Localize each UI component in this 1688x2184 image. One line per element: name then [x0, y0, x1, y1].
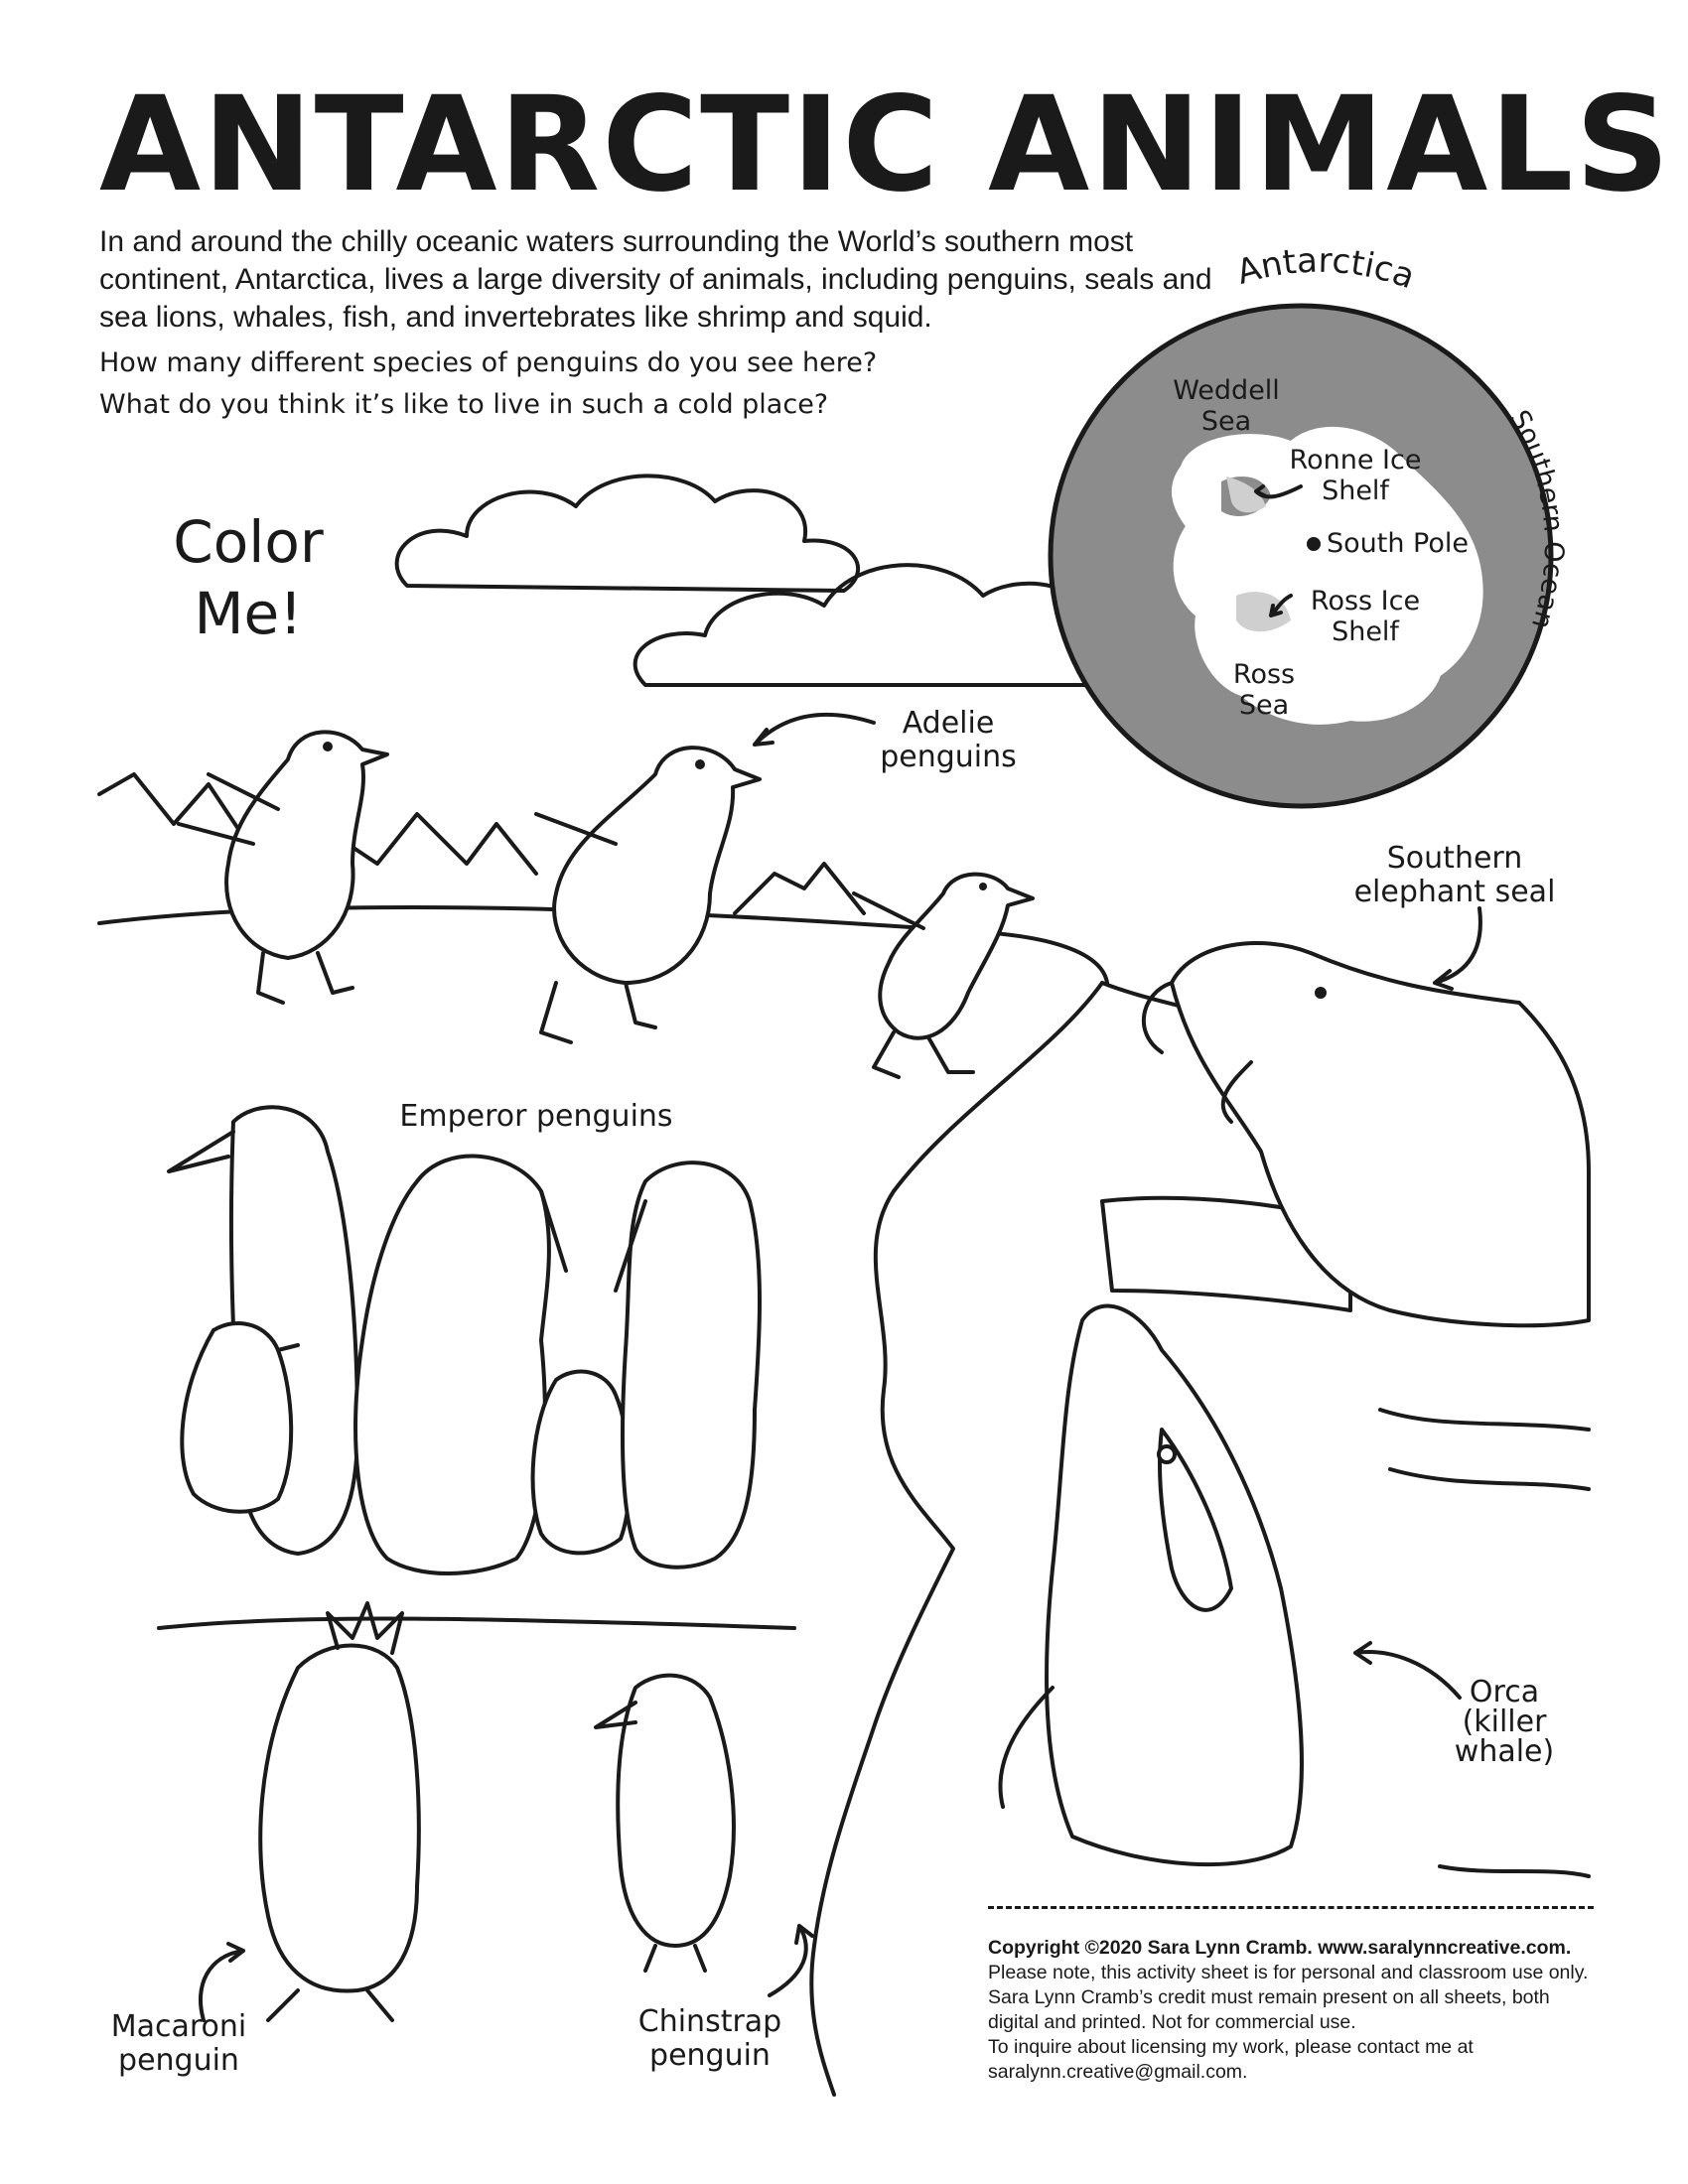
macaroni-penguin [260, 1603, 419, 2020]
label-ross-sea: Ross Sea [1232, 659, 1296, 721]
label-south-pole: South Pole [1327, 528, 1470, 559]
label-chinstrap: Chinstrap penguin [637, 2004, 782, 2073]
copyright-block [988, 1936, 1594, 2085]
south-pole-dot [1307, 537, 1321, 551]
elephant-seal [1144, 943, 1589, 1325]
copyright-line: Copyright ©2020 Sara Lynn Cramb. www.saralynncreative.com. [988, 1937, 1572, 1959]
mountains [99, 774, 864, 913]
question-2: What do you think it’s like to live in such a cold place? [99, 389, 829, 420]
page-title: ANTARCTIC ANIMALS [99, 68, 1672, 221]
label-elephant-seal: Southern elephant seal [1353, 841, 1556, 909]
snow-ground [159, 1619, 794, 1628]
arrow-chinstrap [770, 1926, 812, 1995]
intro-paragraph: In and around the chilly oceanic waters surrounding the World’s southern most continent, Antarctica, lives a large diversity of animals, including penguins, seals and sea lions, whales, fish, and invertebrates like shrimp and squid. [99, 225, 1212, 334]
map-ocean-label: Southern Ocean [1502, 405, 1570, 633]
color-me-label: Color Me! [173, 508, 324, 647]
copyright-note: Please note, this activity sheet is for personal and classroom use only. Sara Lynn Cramb’s credit must remain present on all sheets, both digital and printed. Not for commercial use. [988, 1962, 1589, 2033]
emperor-chick-1 [182, 1323, 298, 1512]
arrow-adelie [755, 715, 874, 745]
water-line [1380, 1410, 1589, 1876]
label-orca: Orca (killer whale) [1454, 1675, 1555, 1769]
map-title: Antarctica [1232, 240, 1420, 298]
label-ross-ice-shelf: Ross Ice Shelf [1310, 586, 1421, 647]
divider [988, 1906, 1594, 1909]
emperor-chick-2 [533, 1372, 630, 1554]
copyright-contact: To inquire about licensing my work, please contact me at saralynn.creative@gmail.com. [988, 2036, 1474, 2083]
adelie-penguin-3 [854, 875, 1033, 1077]
label-emperor: Emperor penguins [399, 1099, 673, 1134]
label-ronne-ice-shelf: Ronne Ice Shelf [1289, 445, 1422, 506]
emperor-penguin-3 [616, 1162, 760, 1568]
label-macaroni: Macaroni penguin [110, 2009, 247, 2078]
question-1: How many different species of penguins do you see here? [99, 347, 878, 378]
orca [1000, 1306, 1301, 1865]
arrow-seal [1435, 908, 1480, 989]
label-weddell-sea: Weddell Sea [1173, 375, 1280, 437]
cloud-icon [397, 476, 858, 591]
arrow-orca [1355, 1643, 1460, 1698]
chinstrap-penguin [596, 1676, 734, 1971]
adelie-penguin-1 [179, 732, 387, 1003]
label-adelie: Adelie penguins [880, 706, 1017, 774]
adelie-penguin-2 [536, 748, 760, 1042]
